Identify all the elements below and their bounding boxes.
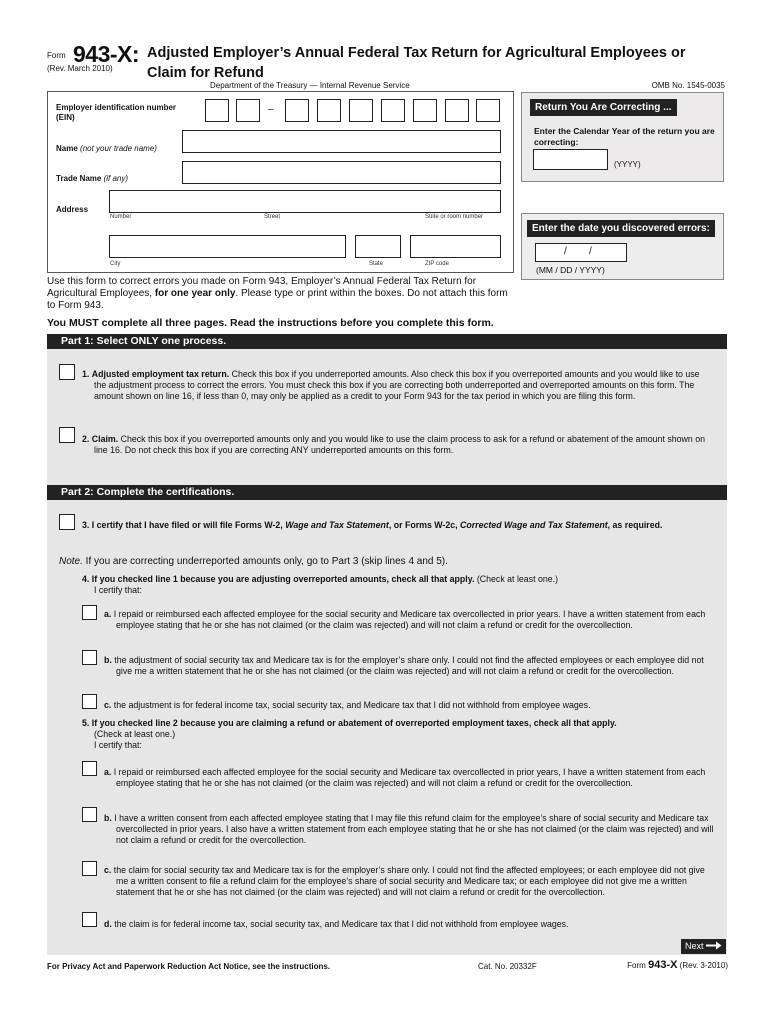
city-field[interactable] [109, 235, 346, 258]
line5d-text: d. the claim is for federal income tax, social security tax, and Medicare tax that I did not withhold from employee wages. [104, 919, 569, 929]
line5b-checkbox[interactable] [82, 807, 97, 822]
ein-digit-4[interactable] [317, 99, 341, 122]
state-sublabel: State [369, 261, 384, 267]
discovered-date-field[interactable]: / / [535, 243, 627, 262]
name-label: Name (not your trade name) [56, 144, 157, 153]
form-label: Form [47, 51, 66, 60]
omb-number: OMB No. 1545-0035 [651, 81, 725, 90]
form-number: 943-X: [73, 41, 140, 67]
line5c-text: c. the claim for social security tax and Medicare tax is for the employer’s share only. I could not find the affected employees; or each employee did not give me a written consent to file a refund claim for the employee’s share of social security and Medicare tax; or each employee did not give me a written statement that he or she has not claimed (or the claim was rejected) and will not claim a refund or credit for the overcollection. [104, 865, 705, 897]
ein-digit-9[interactable] [476, 99, 500, 122]
catalog-number: Cat. No. 20332F [478, 962, 537, 971]
privacy-notice: For Privacy Act and Paperwork Reduction Act Notice, see the instructions. [47, 962, 331, 971]
line5a-text: a. I repaid or reimbursed each affected employee for the social security and Medicare tax overcollected in prior years, I have a written statement from each employee stating that he or she has not claimed (or the claim was rejected) and will not claim a refund or credit for the overcollection. [104, 767, 706, 788]
must-complete-notice: You MUST complete all three pages. Read the instructions before you complete this form. [47, 317, 494, 329]
line5-text: 5. If you checked line 2 because you are claiming a refund or abatement of overreported employment taxes, check all that apply. (Check at least one.) I certify that: [82, 718, 617, 750]
year-format-hint: (YYYY) [614, 160, 641, 169]
trade-name-label: Trade Name (if any) [56, 174, 129, 183]
ein-digit-8[interactable] [445, 99, 469, 122]
name-field[interactable] [182, 130, 501, 153]
note-line: Note. If you are correcting underreported amounts only, go to Part 3 (skip lines 4 and 5). [59, 556, 448, 567]
street-address-field[interactable] [109, 190, 501, 213]
line2-text: 2. Claim. Check this box if you overreported amounts only and you would like to use the claim process to ask for a refund or abatement of the amount shown on line 16. Do not check this box if you are correcting ANY underreported amounts on this form. [82, 434, 705, 455]
line5c-checkbox[interactable] [82, 861, 97, 876]
arrow-right-icon [706, 941, 722, 952]
state-field[interactable] [355, 235, 401, 258]
line4c-checkbox[interactable] [82, 694, 97, 709]
revision-date: (Rev. March 2010) [47, 64, 113, 73]
calendar-year-prompt: Enter the Calendar Year of the return you are correcting: [534, 126, 715, 147]
ein-digit-2[interactable] [236, 99, 260, 122]
calendar-year-field[interactable] [533, 149, 608, 170]
part1-header: Part 1: Select ONLY one process. [47, 334, 727, 349]
ein-digit-7[interactable] [413, 99, 437, 122]
ein-label: Employer identification number (EIN) [56, 103, 177, 122]
line4a-checkbox[interactable] [82, 605, 97, 620]
ein-digit-6[interactable] [381, 99, 405, 122]
line2-checkbox[interactable] [59, 427, 75, 443]
line5d-checkbox[interactable] [82, 912, 97, 927]
ein-digit-1[interactable] [205, 99, 229, 122]
line4b-text: b. the adjustment of social security tax and Medicare tax is for the employer’s share only. I could not find the affected employees or each employee did not give me a written statement that he or she has not claimed (or the claim was rejected) and will not claim a refund or credit for the overcollection. [104, 655, 704, 676]
street-sublabel: Street [264, 214, 281, 220]
line4a-text: a. I repaid or reimbursed each affected employee for the social security and Medicare tax overcollected in prior years. I have a written statement from each employee stating that he or she has not claimed (or the claim was rejected) and will not claim a refund or credit for the overcollection. [104, 609, 706, 630]
line1-checkbox[interactable] [59, 364, 75, 380]
ein-digit-5[interactable] [349, 99, 373, 122]
date-format-hint: (MM / DD / YYYY) [536, 265, 605, 275]
next-button[interactable]: Next [681, 939, 726, 954]
footer-form-id: Form 943-X (Rev. 3-2010) [627, 959, 728, 971]
line5a-checkbox[interactable] [82, 761, 97, 776]
line4-text: 4. If you checked line 1 because you are adjusting overreported amounts, check all that apply. (Check at least one.) I certify that: [82, 574, 559, 595]
address-label: Address [56, 205, 89, 214]
zip-sublabel: ZIP code [425, 261, 449, 267]
line3-checkbox[interactable] [59, 514, 75, 530]
form-title: Adjusted Employer’s Annual Federal Tax Return for Agricultural Employees or Claim for Refund [147, 45, 686, 81]
suite-sublabel: Suite or room number [425, 214, 484, 220]
line4c-text: c. the adjustment is for federal income tax, social security tax, and Medicare tax that I did not withhold from employee wages. [104, 700, 591, 710]
number-sublabel: Number [110, 214, 132, 220]
line4b-checkbox[interactable] [82, 650, 97, 665]
department-line: Department of the Treasury — Internal Revenue Service [210, 81, 410, 90]
intro-paragraph: Use this form to correct errors you made on Form 943, Employer’s Annual Federal Tax Return for Agricultural Employees, for one year only. Please type or print within the boxes. Do not attach this form to Form 943. [47, 276, 508, 311]
line3-text: 3. I certify that I have filed or will file Forms W-2, Wage and Tax Statement, or Forms W-2c, Corrected Wage and Tax Statement, as required. [82, 520, 663, 530]
line1-text: 1. Adjusted employment tax return. Check this box if you underreported amounts. Also check this box if you overreported amounts and you would like to use the adjustment process to correct the errors. You must check this box if you are correcting both underreported and overreported amounts on this form. The amount shown on line 16, if less than 0, may only be applied as a credit to your Form 943 for the tax period in which you are filing this form. [82, 369, 700, 401]
trade-name-field[interactable] [182, 161, 501, 184]
zip-field[interactable] [410, 235, 501, 258]
ein-dash: – [268, 104, 274, 115]
line5b-text: b. I have a written consent from each affected employee stating that I may file this refund claim for the employee’s share of social security and Medicare tax overcollected in prior years. I also have a written statement from each employee stating that he or she has not claimed (or the claim was rejected) and will not claim a refund or credit for the overcollection. [104, 813, 714, 845]
part2-header: Part 2: Complete the certifications. [47, 485, 727, 500]
city-sublabel: City [110, 261, 121, 267]
ein-digit-3[interactable] [285, 99, 309, 122]
discovered-date-header: Enter the date you discovered errors: [527, 220, 715, 237]
return-correcting-header: Return You Are Correcting ... [530, 99, 677, 116]
